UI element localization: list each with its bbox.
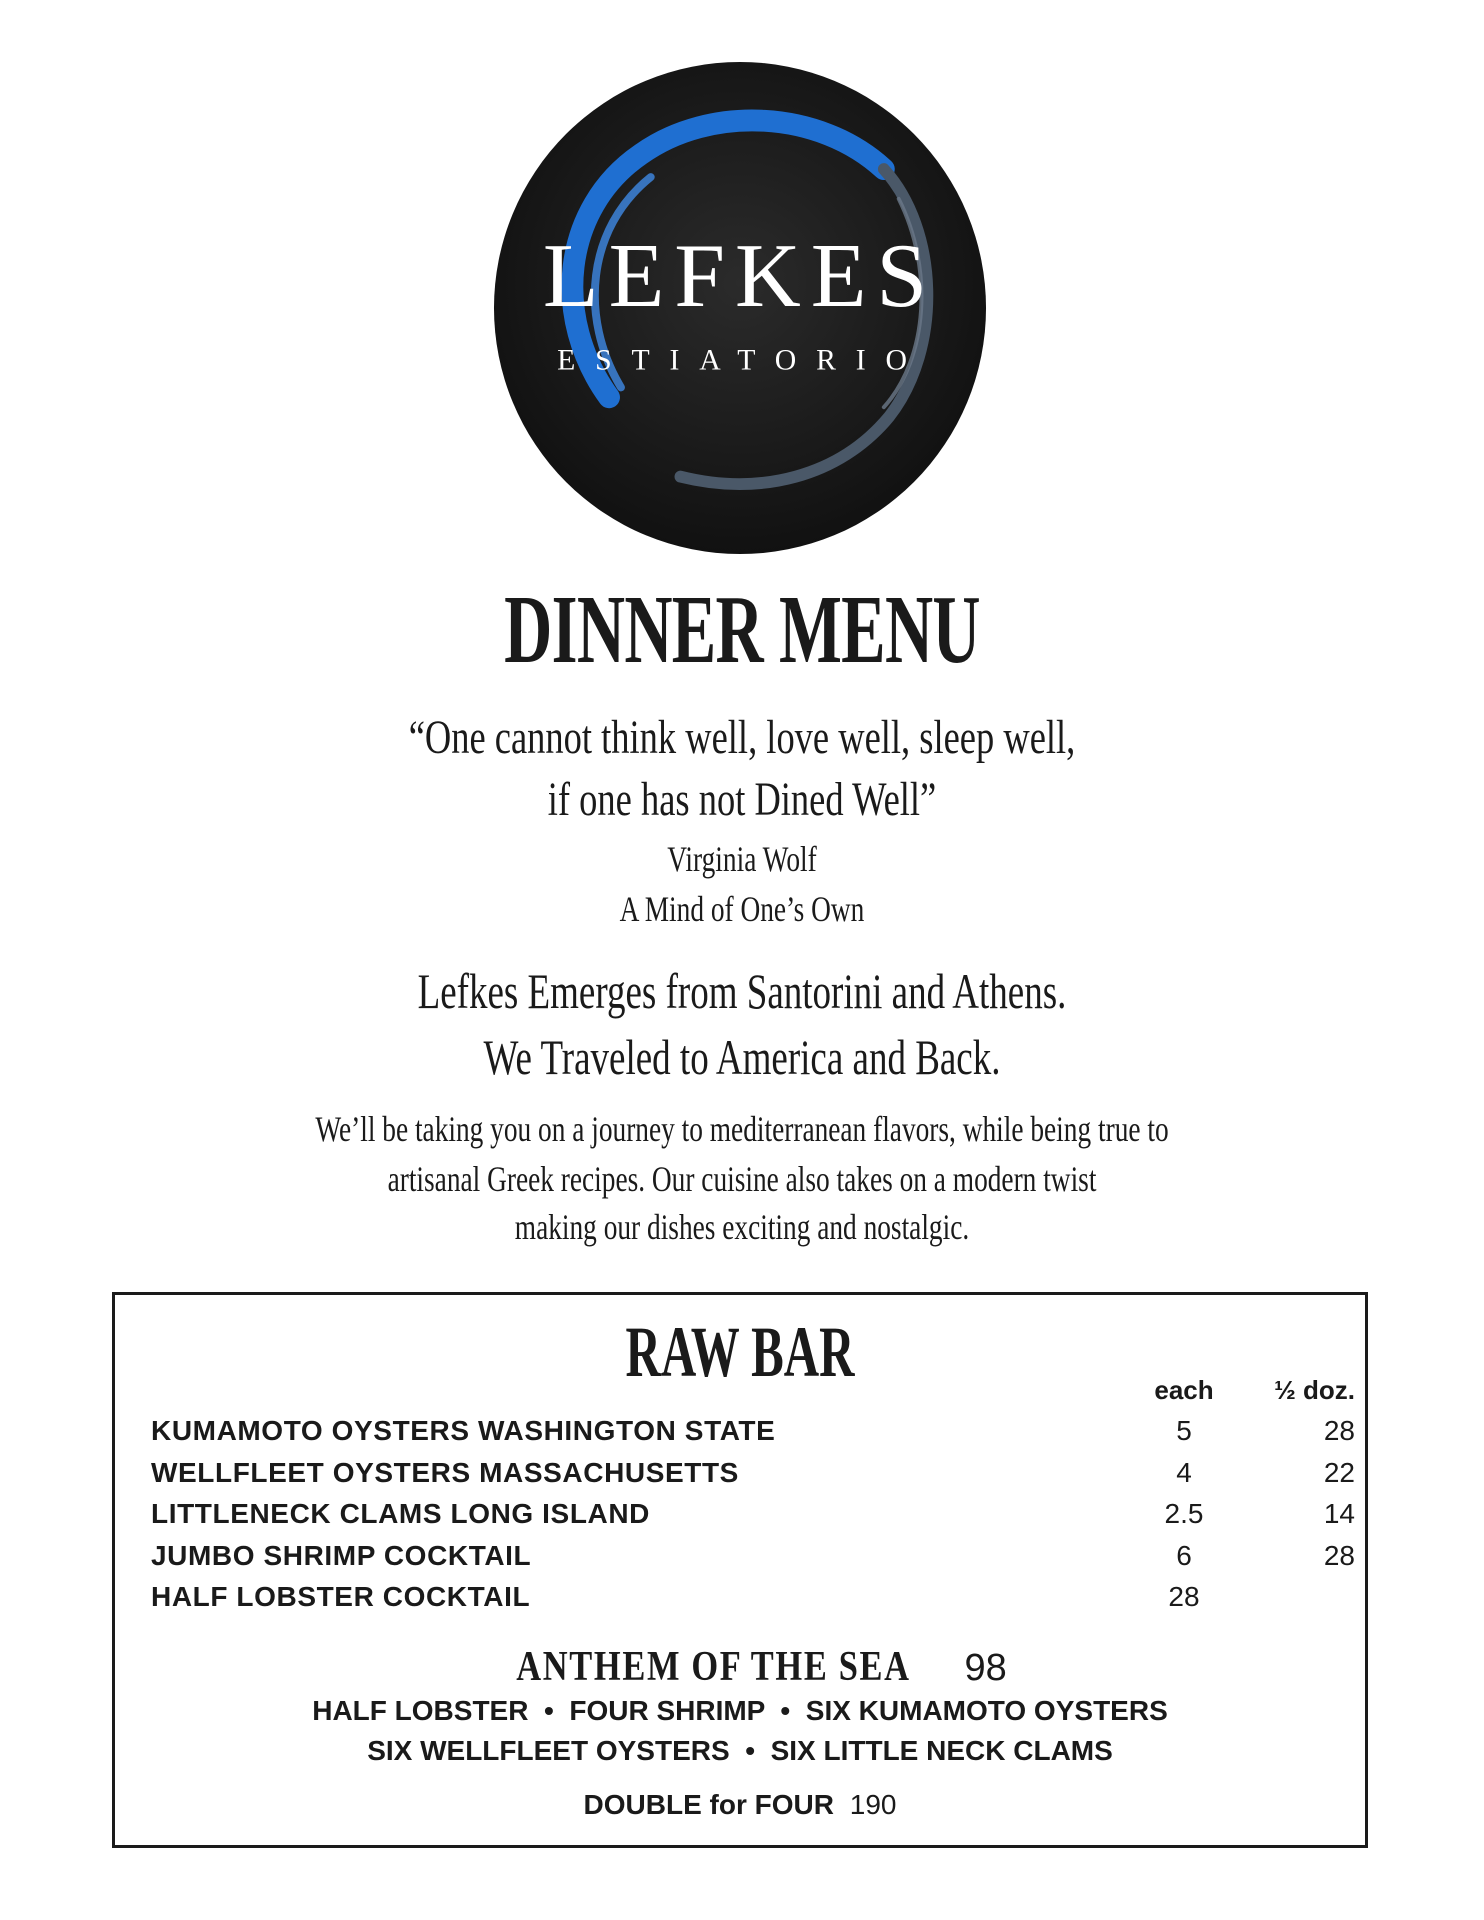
raw-bar-item <box>151 1498 1355 1538</box>
quote-author: Virginia Wolf <box>667 839 817 879</box>
item-price-each: 4 <box>1176 1457 1192 1488</box>
item-name: LITTLENECK CLAMS LONG ISLAND <box>151 1498 650 1529</box>
item-name: HALF LOBSTER COCKTAIL <box>151 1581 531 1612</box>
item-name: KUMAMOTO OYSTERS WASHINGTON STATE <box>151 1415 776 1446</box>
column-header-half-dozen: ½ doz. <box>1274 1375 1355 1405</box>
raw-bar-title: RAW BAR <box>625 1312 855 1392</box>
item-price-each: 28 <box>1168 1581 1200 1612</box>
raw-bar-item <box>151 1540 1355 1580</box>
description-line-2: artisanal Greek recipes. Our cuisine also takes on a modern twist <box>387 1159 1097 1199</box>
tagline-line-2: We Traveled to America and Back. <box>483 1029 1001 1085</box>
item-name: WELLFLEET OYSTERS MASSACHUSETTS <box>151 1457 739 1488</box>
lefkes-logo <box>492 60 988 556</box>
raw-bar-item <box>151 1581 1351 1621</box>
anthem-contents-line-1: HALF LOBSTER • FOUR SHRIMP • SIX KUMAMOTO OYSTERS <box>312 1695 1168 1726</box>
raw-bar-section <box>112 1292 1368 1848</box>
quote-line-1: “One cannot think well, love well, sleep well, <box>408 711 1076 764</box>
page-title: DINNER MENU <box>504 576 980 684</box>
item-price-half-dozen: 28 <box>1323 1540 1355 1571</box>
item-name: JUMBO SHRIMP COCKTAIL <box>151 1540 532 1571</box>
item-price-half-dozen: 28 <box>1323 1415 1355 1446</box>
double-label: DOUBLE for FOUR <box>583 1789 834 1820</box>
anthem-name: ANTHEM OF THE SEA <box>516 1644 911 1690</box>
column-header-each: each <box>1154 1375 1214 1405</box>
item-price-each: 6 <box>1176 1540 1192 1571</box>
double-for-four <box>115 1789 1365 1821</box>
item-price-half-dozen: 14 <box>1323 1498 1355 1529</box>
anthem-contents-line-2: SIX WELLFLEET OYSTERS • SIX LITTLE NECK CLAMS <box>367 1735 1113 1766</box>
item-price-each: 2.5 <box>1164 1498 1204 1529</box>
description-line-3: making our dishes exciting and nostalgic. <box>514 1207 970 1247</box>
raw-bar-item <box>151 1457 1355 1497</box>
item-price-each: 5 <box>1176 1415 1192 1446</box>
anthem-of-the-sea <box>115 1643 1365 1691</box>
quote-line-2: if one has not Dined Well” <box>547 773 937 826</box>
quote-source: A Mind of One’s Own <box>619 889 865 929</box>
double-price: 190 <box>849 1789 897 1820</box>
anthem-price: 98 <box>964 1647 1007 1689</box>
logo-subtitle: ESTIATORIO <box>557 343 927 377</box>
tagline-line-1: Lefkes Emerges from Santorini and Athens. <box>417 963 1067 1019</box>
item-price-half-dozen: 22 <box>1323 1457 1355 1488</box>
raw-bar-item <box>151 1415 1355 1455</box>
description-line-1: We’ll be taking you on a journey to mediterranean flavors, while being true to <box>315 1109 1169 1149</box>
logo-name: LEFKES <box>542 225 938 327</box>
